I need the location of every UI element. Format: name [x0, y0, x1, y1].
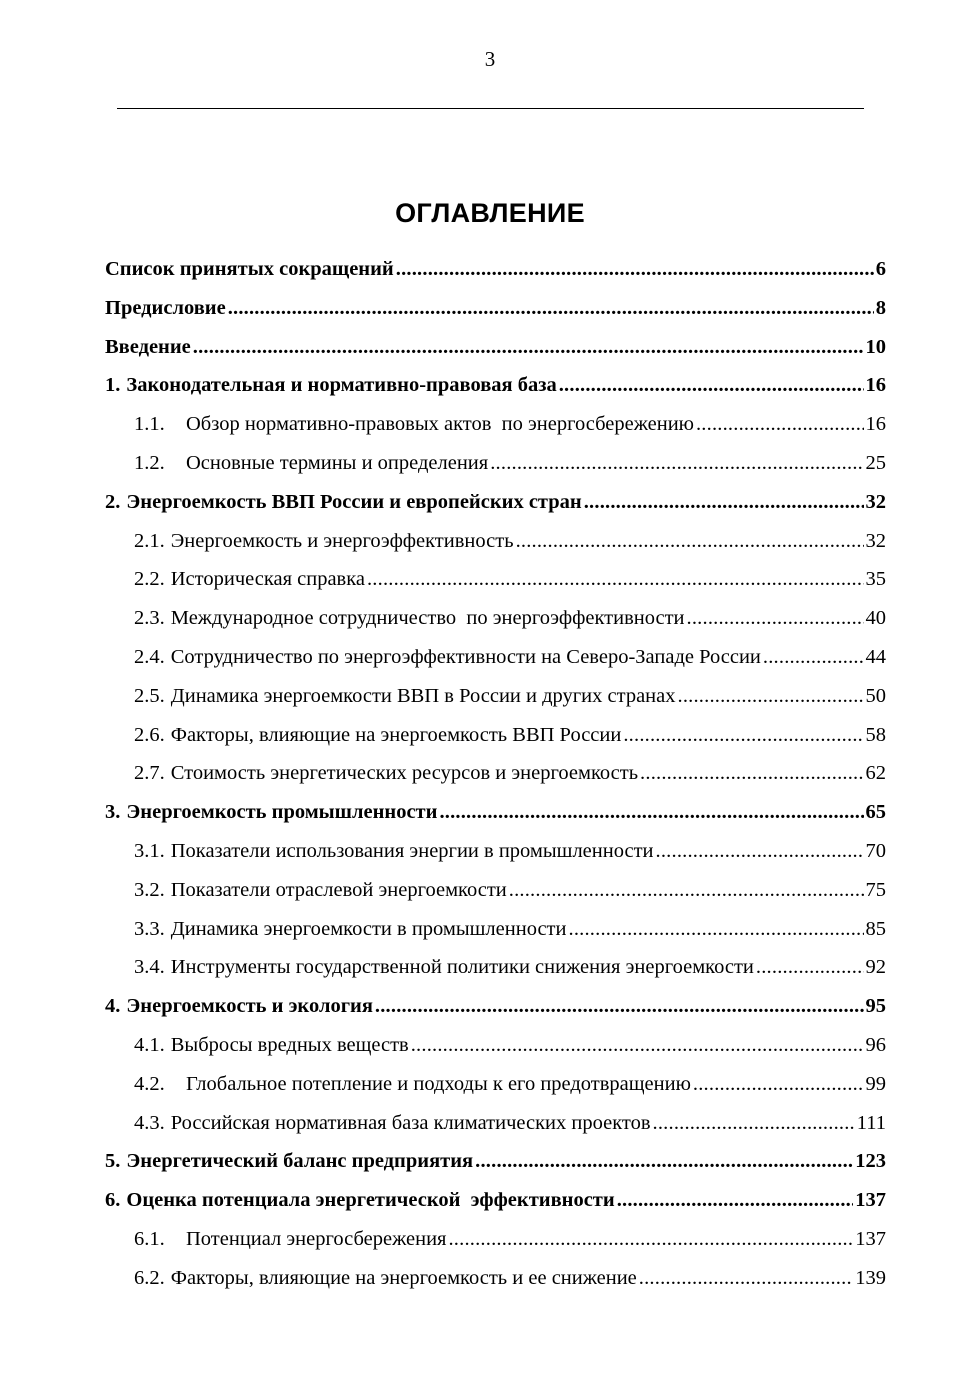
toc-subsection-entry[interactable]: [105, 1026, 886, 1065]
toc-entry-page-number: 99: [865, 1072, 886, 1095]
toc-entry-page-number: 85: [865, 917, 886, 940]
toc-entry-title: Международное сотрудничество по энергоэффективности: [170, 607, 685, 630]
dot-leader: [639, 1259, 853, 1298]
toc-entry-page-number: 62: [865, 762, 886, 785]
toc-entry-page-number: 44: [865, 645, 886, 668]
toc-entry-title: Российская нормативная база климатических проектов: [170, 1111, 651, 1134]
toc-entry-label: [105, 250, 394, 289]
toc-subsection-entry[interactable]: [105, 677, 886, 716]
toc-entry-page-number: 139: [855, 1266, 886, 1289]
toc-section-entry[interactable]: [105, 1181, 886, 1220]
dot-leader: [193, 328, 864, 367]
toc-entry-title: Энергетический баланс предприятия: [126, 1150, 474, 1173]
toc-entry-number: 6.: [105, 1189, 121, 1212]
toc-section-entry[interactable]: [105, 366, 886, 405]
dot-leader: [623, 716, 863, 755]
toc-entry-page-number: 75: [865, 878, 886, 901]
dot-leader: [584, 483, 864, 522]
dot-leader: [375, 987, 864, 1026]
dot-leader: [763, 638, 864, 677]
toc-entry-page-number: 10: [865, 335, 886, 358]
toc-entry-page-number: 137: [855, 1189, 886, 1212]
toc-entry-title: Обзор нормативно-правовых актов по энергосбережению: [186, 413, 694, 436]
toc-entry-number: 4.3.: [134, 1111, 165, 1134]
toc-entry-number: 4.: [105, 995, 121, 1018]
toc-entry-page-number: 32: [865, 490, 886, 513]
toc-entry-label: [134, 1065, 691, 1104]
toc-entry-number: 2.7.: [134, 762, 165, 785]
toc-entry-number: 3.2.: [134, 878, 165, 901]
toc-entry-label: [134, 599, 685, 638]
toc-subsection-entry[interactable]: [105, 444, 886, 483]
toc-entry-number: 1.1.: [134, 413, 165, 436]
toc-entry-number: 2.1.: [134, 529, 165, 552]
toc-entry-title: Динамика энергоемкости в промышленности: [170, 917, 567, 940]
header-rule: [117, 108, 864, 109]
toc-entry-title: Энергоемкость промышленности: [126, 801, 438, 824]
toc-entry-title: Сотрудничество по энергоэффективности на Северо-Западе России: [170, 645, 761, 668]
dot-leader: [640, 754, 863, 793]
toc-section-entry[interactable]: [105, 793, 886, 832]
toc-subsection-entry[interactable]: [105, 1104, 886, 1143]
toc-entry-label: [134, 948, 754, 987]
toc-subsection-entry[interactable]: [105, 871, 886, 910]
toc-entry-label: [134, 444, 488, 483]
toc-entry-label: [105, 328, 191, 367]
toc-entry-title: Факторы, влияющие на энергоемкость ВВП России: [170, 723, 622, 746]
toc-entry-page-number: 58: [865, 723, 886, 746]
toc-entry-title: Динамика энергоемкости ВВП в России и других странах: [170, 684, 676, 707]
toc-entry-page-number: 16: [865, 413, 886, 436]
page-number: 3: [484, 47, 496, 71]
toc-entry-number: 3.4.: [134, 956, 165, 979]
toc-section-entry[interactable]: [105, 1142, 886, 1181]
table-of-contents: [105, 250, 886, 1298]
dot-leader: [559, 366, 864, 405]
toc-subsection-entry[interactable]: [105, 1220, 886, 1259]
toc-entry-page-number: 92: [865, 956, 886, 979]
toc-entry-label: [134, 560, 365, 599]
dot-leader: [475, 1142, 853, 1181]
toc-entry-page-number: 25: [865, 451, 886, 474]
toc-title: ОГЛАВЛЕНИЕ: [395, 198, 585, 228]
toc-entry-label: [134, 1026, 409, 1065]
toc-entry-title: Стоимость энергетических ресурсов и энергоемкость: [170, 762, 639, 785]
toc-subsection-entry[interactable]: [105, 832, 886, 871]
dot-leader: [656, 832, 864, 871]
toc-section-entry[interactable]: [105, 987, 886, 1026]
toc-subsection-entry[interactable]: [105, 405, 886, 444]
toc-entry-label: [134, 910, 567, 949]
toc-subsection-entry[interactable]: [105, 948, 886, 987]
dot-leader: [693, 1065, 864, 1104]
toc-entry-page-number: 95: [865, 995, 886, 1018]
toc-subsection-entry[interactable]: [105, 910, 886, 949]
toc-entry-page-number: 65: [865, 801, 886, 824]
toc-entry-number: 3.3.: [134, 917, 165, 940]
dot-leader: [516, 522, 864, 561]
toc-entry-label: [105, 987, 373, 1026]
toc-entry-number: 1.: [105, 374, 121, 397]
toc-entry-label: [134, 522, 514, 561]
toc-entry-title: Энергоемкость и энергоэффективность: [170, 529, 514, 552]
dot-leader: [228, 289, 874, 328]
toc-entry-label: [134, 1104, 651, 1143]
toc-entry-title: Законодательная и нормативно-правовая база: [126, 374, 557, 397]
toc-subsection-entry[interactable]: [105, 522, 886, 561]
toc-subsection-entry[interactable]: [105, 638, 886, 677]
toc-entry-number: 1.2.: [134, 451, 165, 474]
dot-leader: [367, 560, 864, 599]
toc-entry-page-number: 6: [875, 258, 886, 280]
dot-leader: [756, 948, 864, 987]
dot-leader: [439, 793, 863, 832]
dot-leader: [411, 1026, 864, 1065]
toc-entry-title: Потенциал энергосбережения: [186, 1227, 447, 1250]
toc-entry-number: 6.1.: [134, 1227, 165, 1250]
toc-entry-label: [105, 1142, 473, 1181]
toc-section-entry[interactable]: [105, 250, 886, 289]
toc-entry-page-number: 16: [865, 374, 886, 397]
toc-entry-page-number: 50: [865, 684, 886, 707]
toc-subsection-entry[interactable]: [105, 716, 886, 755]
toc-entry-label: [105, 483, 582, 522]
dot-leader: [490, 444, 863, 483]
toc-entry-label: [134, 1259, 637, 1298]
toc-entry-label: [134, 677, 676, 716]
toc-entry-label: [134, 1220, 446, 1259]
toc-entry-label: [134, 716, 621, 755]
toc-entry-number: 2.2.: [134, 568, 165, 591]
toc-entry-number: 5.: [105, 1150, 121, 1173]
toc-entry-title: Показатели использования энергии в промышленности: [170, 839, 654, 862]
toc-entry-number: 3.: [105, 801, 121, 824]
toc-entry-number: 4.2.: [134, 1072, 165, 1095]
toc-entry-title: Выбросы вредных веществ: [170, 1033, 409, 1056]
dot-leader: [653, 1104, 855, 1143]
toc-entry-title: Введение: [105, 335, 191, 358]
toc-entry-page-number: 70: [865, 839, 886, 862]
dot-leader: [569, 910, 864, 949]
toc-subsection-entry[interactable]: [105, 560, 886, 599]
toc-entry-page-number: 137: [855, 1227, 886, 1250]
toc-entry-title: Оценка потенциала энергетической эффективности: [126, 1189, 615, 1212]
toc-section-entry[interactable]: [105, 289, 886, 328]
toc-entry-number: 2.: [105, 490, 121, 513]
toc-entry-label: [134, 405, 694, 444]
toc-entry-label: [134, 832, 654, 871]
dot-leader: [509, 871, 864, 910]
toc-entry-label: [105, 366, 557, 405]
toc-entry-label: [105, 289, 226, 328]
toc-entry-title: Историческая справка: [170, 568, 365, 591]
toc-section-entry[interactable]: [105, 328, 886, 367]
toc-entry-page-number: 123: [855, 1150, 886, 1173]
toc-entry-label: [134, 871, 507, 910]
toc-entry-title: Список принятых сокращений: [105, 258, 394, 280]
toc-entry-title: Энергоемкость и экология: [126, 995, 373, 1018]
toc-entry-number: 6.2.: [134, 1266, 165, 1289]
toc-entry-title: Показатели отраслевой энергоемкости: [170, 878, 507, 901]
toc-subsection-entry[interactable]: [105, 1065, 886, 1104]
toc-entry-page-number: 111: [856, 1111, 886, 1134]
toc-entry-page-number: 40: [865, 607, 886, 630]
toc-subsection-entry[interactable]: [105, 1259, 886, 1298]
toc-subsection-entry[interactable]: [105, 754, 886, 793]
toc-entry-page-number: 96: [865, 1033, 886, 1056]
toc-entry-number: 2.6.: [134, 723, 165, 746]
dot-leader: [678, 677, 864, 716]
toc-entry-title: Энергоемкость ВВП России и европейских стран: [126, 490, 582, 513]
dot-leader: [448, 1220, 853, 1259]
dot-leader: [696, 405, 864, 444]
toc-entry-page-number: 8: [875, 296, 886, 319]
toc-entry-page-number: 32: [865, 529, 886, 552]
toc-entry-title: Факторы, влияющие на энергоемкость и ее снижение: [170, 1266, 637, 1289]
toc-entry-number: 3.1.: [134, 839, 165, 862]
toc-section-entry[interactable]: [105, 483, 886, 522]
toc-entry-label: [134, 754, 638, 793]
toc-entry-number: 2.3.: [134, 607, 165, 630]
toc-entry-title: Предисловие: [105, 296, 226, 319]
toc-entry-number: 2.5.: [134, 684, 165, 707]
toc-entry-title: Инструменты государственной политики снижения энергоемкости: [170, 956, 754, 979]
toc-entry-number: 2.4.: [134, 645, 165, 668]
dot-leader: [396, 250, 874, 289]
dot-leader: [687, 599, 864, 638]
dot-leader: [617, 1181, 854, 1220]
toc-entry-label: [105, 1181, 615, 1220]
toc-entry-title: Глобальное потепление и подходы к его предотвращению: [186, 1072, 691, 1095]
toc-entry-title: Основные термины и определения: [186, 451, 489, 474]
toc-subsection-entry[interactable]: [105, 599, 886, 638]
toc-entry-page-number: 35: [865, 568, 886, 591]
toc-entry-label: [134, 638, 761, 677]
toc-entry-label: [105, 793, 437, 832]
toc-entry-number: 4.1.: [134, 1033, 165, 1056]
